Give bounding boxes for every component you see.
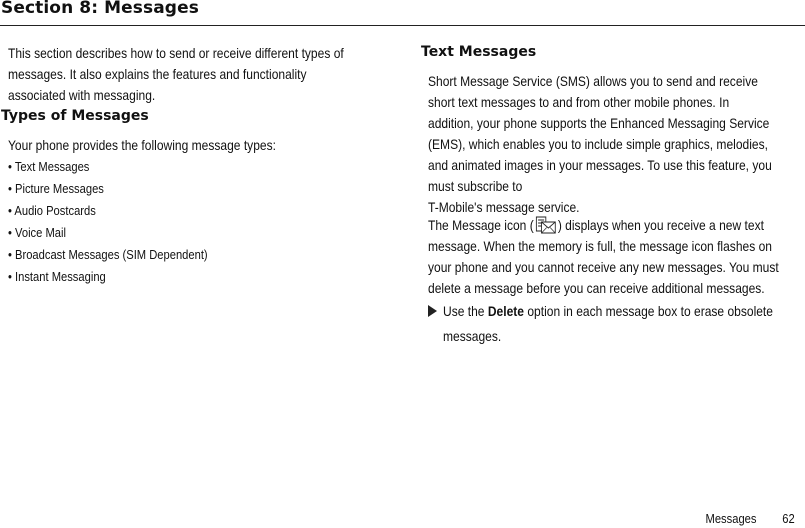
list-item: • Picture Messages	[8, 181, 104, 196]
delete-tip-text	[443, 299, 804, 349]
icon-line-after: ) displays when you receive a new text	[557, 217, 764, 233]
tip-prefix: Use the	[443, 303, 488, 319]
types-heading: Types of Messages	[1, 108, 149, 124]
footer-section-label: Messages	[705, 511, 757, 526]
message-icon-paragraph	[428, 215, 803, 299]
sms-line: and animated images in your messages. To use this feature, you	[428, 157, 772, 173]
envelope-with-note-icon	[535, 216, 556, 234]
intro-line: This section describes how to send or receive different types of	[8, 45, 344, 61]
icon-line: your phone and you cannot receive any new messages. You must	[428, 259, 779, 275]
intro-line: associated with messaging.	[8, 87, 156, 103]
icon-line	[428, 215, 803, 236]
intro-paragraph	[8, 43, 386, 106]
list-item: • Voice Mail	[8, 225, 66, 240]
arrow-right-icon	[428, 305, 437, 317]
sms-paragraph	[428, 71, 803, 218]
delete-option-label: Delete	[487, 303, 524, 319]
sms-line: must subscribe to	[428, 178, 523, 194]
list-item: • Instant Messaging	[8, 269, 106, 284]
sms-line: (EMS), which enables you to include simple graphics, melodies,	[428, 136, 768, 152]
icon-line: message. When the memory is full, the message icon flashes on	[428, 238, 772, 254]
sms-line: Short Message Service (SMS) allows you to send and receive	[428, 73, 758, 89]
sms-line: addition, your phone supports the Enhanced Messaging Service	[428, 115, 770, 131]
sms-line: T-Mobile's message service.	[428, 199, 580, 215]
icon-line-before: The Message icon (	[428, 217, 534, 233]
icon-line: delete a message before you can receive additional messages.	[428, 280, 765, 296]
section-title: Section 8: Messages	[1, 0, 199, 18]
list-item: • Broadcast Messages (SIM Dependent)	[8, 247, 208, 262]
list-item: • Text Messages	[8, 159, 90, 174]
title-divider	[0, 25, 805, 26]
page-number: 62	[782, 511, 795, 526]
intro-line: messages. It also explains the features and functionality	[8, 66, 307, 82]
page-footer	[706, 511, 795, 526]
tip-suffix: option in each message box to erase obsolete	[523, 303, 773, 319]
text-messages-heading: Text Messages	[421, 44, 537, 60]
tip-line: messages.	[443, 328, 502, 344]
sms-line: short text messages to and from other mobile phones. In	[428, 94, 730, 110]
list-item: • Audio Postcards	[8, 203, 96, 218]
tip-line	[443, 299, 804, 324]
types-intro: Your phone provides the following message types:	[8, 137, 276, 153]
message-types-list	[8, 156, 240, 288]
